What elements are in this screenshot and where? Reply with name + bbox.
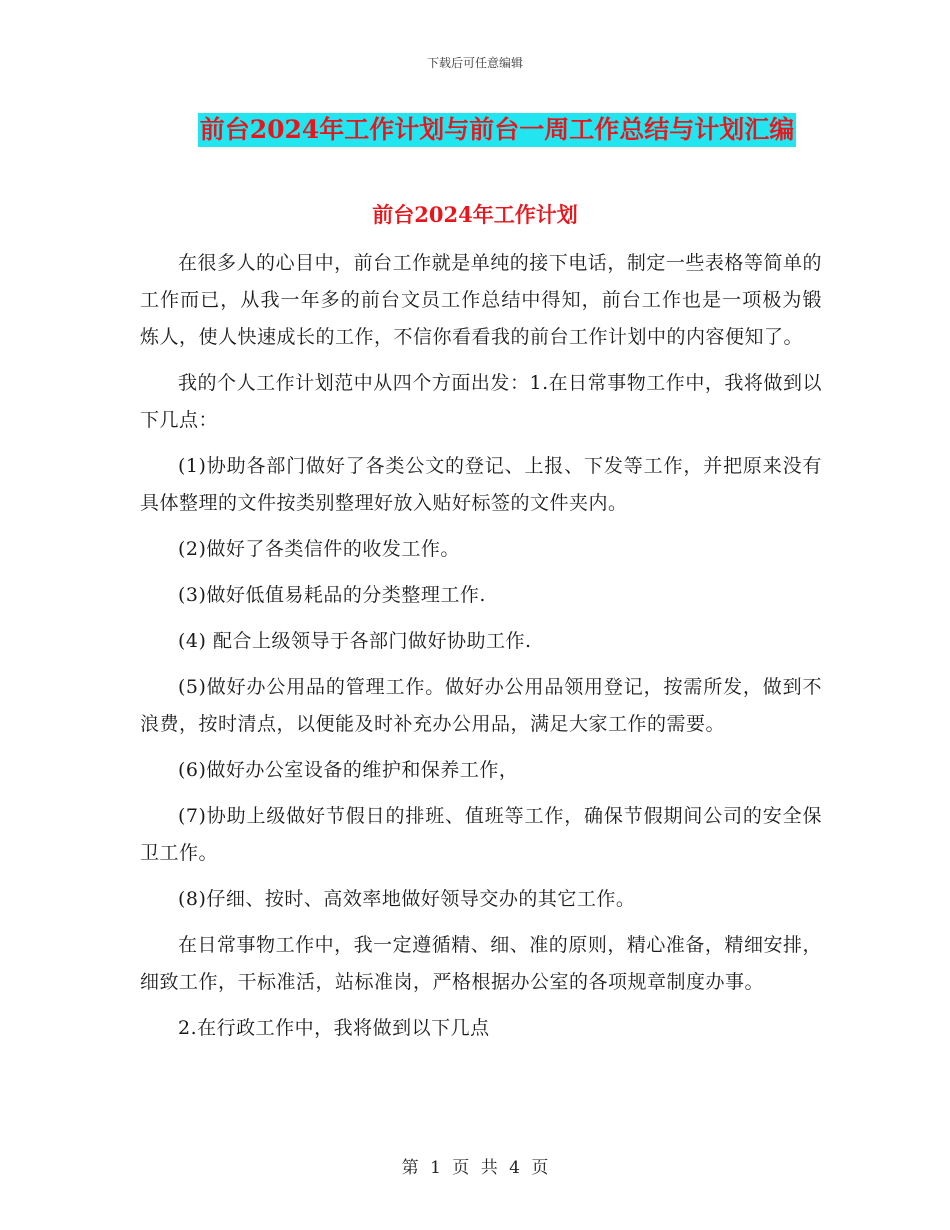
paragraph-item-7: (7)协助上级做好节假日的排班、值班等工作，确保节假期间公司的安全保卫工作。 — [140, 805, 822, 864]
paragraph-admin-work: 2.在行政工作中，我将做到以下几点 — [178, 1017, 490, 1039]
paragraph-item-5: (5)做好办公用品的管理工作。做好办公用品领用登记，按需所发，做到不浪费，按时清点，以便能及时补充办公用品，满足大家工作的需要。 — [140, 676, 822, 735]
paragraph-item-1: (1)协助各部门做好了各类公文的登记、上报、下发等工作，并把原来没有具体整理的文件按类别整理好放入贴好标签的文件夹内。 — [140, 455, 822, 514]
paragraph-item-2: (2)做好了各类信件的收发工作。 — [178, 538, 460, 560]
document-title: 前台2024年工作计划与前台一周工作总结与计划汇编 — [198, 113, 797, 147]
document-body — [140, 245, 822, 1056]
section-title: 前台2024年工作计划 — [372, 202, 578, 227]
header-note: 下载后可任意编辑 — [426, 56, 523, 70]
paragraph-item-4: (4) 配合上级领导于各部门做好协助工作. — [178, 630, 532, 652]
document-title-container — [0, 113, 950, 147]
paragraph-item-3: (3)做好低值易耗品的分类整理工作. — [178, 584, 486, 606]
paragraph-item-6: (6)做好办公室设备的维护和保养工作， — [178, 759, 519, 781]
paragraph-intro: 在很多人的心目中，前台工作就是单纯的接下电话，制定一些表格等简单的工作而已，从我一年多的前台文员工作总结中得知，前台工作也是一项极为锻炼人，使人快速成长的工作，不信你看看我的前台工作计划中的内容便知了。 — [140, 252, 822, 348]
paragraph-principles: 在日常事物工作中，我一定遵循精、细、准的原则，精心准备，精细安排，细致工作，干标准活，站标准岗，严格根据办公室的各项规章制度办事。 — [140, 934, 822, 993]
paragraph-plan-overview: 我的个人工作计划范中从四个方面出发：1.在日常事物工作中，我将做到以下几点： — [140, 372, 822, 431]
paragraph-item-8: (8)仔细、按时、高效率地做好领导交办的其它工作。 — [178, 888, 636, 910]
page-number: 第 1 页 共 4 页 — [401, 1158, 549, 1178]
